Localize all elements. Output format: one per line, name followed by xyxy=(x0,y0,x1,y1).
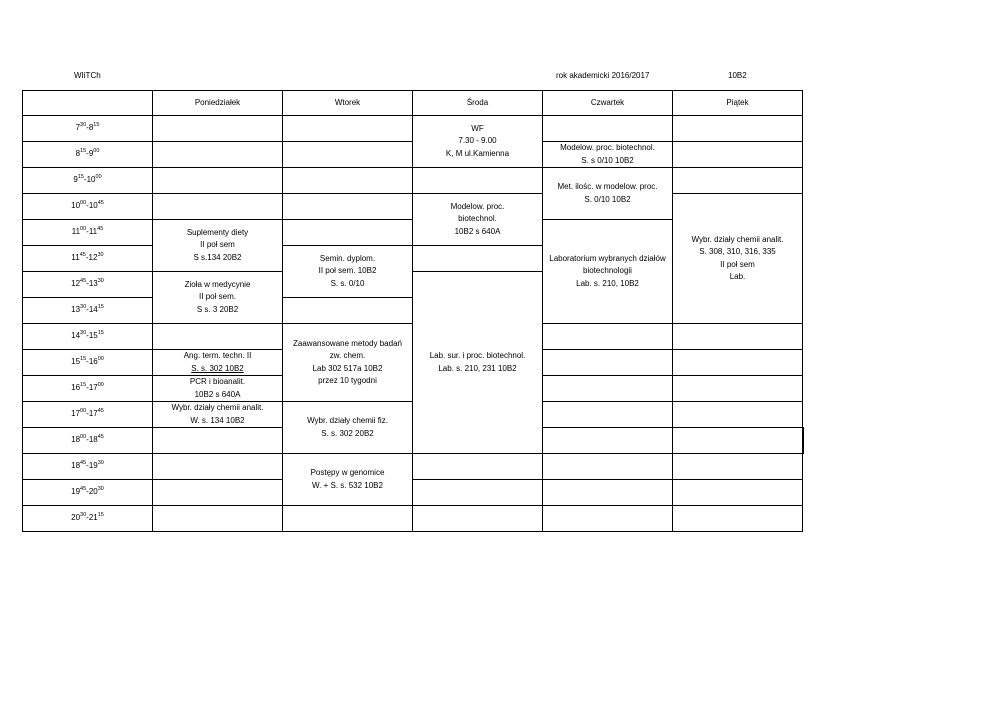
empty-cell xyxy=(673,324,803,350)
empty-cell xyxy=(153,142,283,168)
group-label: 10B2 xyxy=(728,71,747,80)
empty-cell xyxy=(153,194,283,220)
event-laboratorium: Laboratorium wybranych działów biotechnologii Lab. s. 210, 10B2 xyxy=(543,220,673,324)
time-slot: $17^{00}-17^{45}$ xyxy=(23,402,153,428)
empty-cell xyxy=(153,324,283,350)
timetable xyxy=(22,90,804,532)
event-suplementy: Suplementy diety II poł sem S s.134 20B2 xyxy=(153,220,283,272)
faculty-label: WIiTCh xyxy=(74,71,101,80)
time-slot: $16^{15}-17^{00}$ xyxy=(23,376,153,402)
empty-cell xyxy=(413,454,543,480)
empty-cell xyxy=(283,142,413,168)
corner-cell xyxy=(23,91,153,116)
empty-cell xyxy=(543,454,673,480)
empty-cell xyxy=(543,116,673,142)
empty-cell xyxy=(673,506,803,532)
time-slot: $18^{00}-18^{45}$ xyxy=(23,428,153,454)
empty-cell xyxy=(543,480,673,506)
event-wybr-fiz: Wybr. działy chemii fiz. S. s. 302 20B2 xyxy=(283,402,413,454)
empty-cell xyxy=(673,350,803,376)
event-lab-sur: Lab. sur. i proc. biotechnol. Lab. s. 210, 231 10B2 xyxy=(413,272,543,454)
empty-cell xyxy=(413,480,543,506)
empty-cell xyxy=(543,350,673,376)
event-wybr-analit-fri: Wybr. działy chemii analit. S. 308, 310, 316, 335 II poł sem Lab. xyxy=(673,194,803,324)
empty-cell xyxy=(543,324,673,350)
empty-cell xyxy=(153,480,283,506)
day-header-friday: Piątek xyxy=(673,91,803,116)
empty-cell xyxy=(283,220,413,246)
event-zaawansowane: Zaawansowane metody badań zw. chem. Lab 302 517a 10B2 przez 10 tygodni xyxy=(283,324,413,402)
event-wybr-analit-mon: Wybr. działy chemii analit. W. s. 134 10B2 xyxy=(153,402,283,428)
empty-cell xyxy=(543,428,673,454)
empty-cell xyxy=(673,376,803,402)
event-modelow-thu: Modelow. proc. biotechnol. S. s 0/10 10B2 xyxy=(543,142,673,168)
event-semin-dyplom: Semin. dyplom. II poł sem. 10B2 S. s. 0/10 xyxy=(283,246,413,298)
time-slot: $15^{15}-16^{00}$ xyxy=(23,350,153,376)
day-header-tuesday: Wtorek xyxy=(283,91,413,116)
empty-cell xyxy=(153,168,283,194)
academic-year-label: rok akademicki 2016/2017 xyxy=(556,71,650,80)
empty-cell xyxy=(413,246,543,272)
empty-cell xyxy=(543,402,673,428)
empty-cell xyxy=(673,402,803,428)
table-row xyxy=(23,480,804,506)
event-met-ilosc: Met. ilośc. w modelow. proc. S. 0/10 10B2 xyxy=(543,168,673,220)
empty-cell xyxy=(543,506,673,532)
time-slot: $20^{30}-21^{15}$ xyxy=(23,506,153,532)
time-slot: $8^{15}-9^{00}$ xyxy=(23,142,153,168)
event-pcr: PCR i bioanalit. 10B2 s 640A xyxy=(153,376,283,402)
event-ziola: Zioła w medycynie II poł sem. S s. 3 20B2 xyxy=(153,272,283,324)
time-slot: $12^{45}-13^{30}$ xyxy=(23,272,153,298)
time-slot: $11^{00}-11^{45}$ xyxy=(23,220,153,246)
time-slot: $19^{45}-20^{30}$ xyxy=(23,480,153,506)
empty-cell xyxy=(283,194,413,220)
empty-cell xyxy=(543,376,673,402)
time-slot: $9^{15}-10^{00}$ xyxy=(23,168,153,194)
empty-cell xyxy=(413,506,543,532)
day-header-thursday: Czwartek xyxy=(543,91,673,116)
empty-cell xyxy=(283,506,413,532)
empty-cell xyxy=(803,428,804,454)
event-postepy: Postępy w genomice W. + S. s. 532 10B2 xyxy=(283,454,413,506)
empty-cell xyxy=(153,428,283,454)
empty-cell xyxy=(673,116,803,142)
table-row xyxy=(23,506,804,532)
empty-cell xyxy=(673,168,803,194)
time-slot: $10^{00}-10^{45}$ xyxy=(23,194,153,220)
empty-cell xyxy=(413,168,543,194)
empty-cell xyxy=(153,506,283,532)
day-header-wednesday: Środa xyxy=(413,91,543,116)
table-row xyxy=(23,116,804,142)
day-header-monday: Poniedziałek xyxy=(153,91,283,116)
time-slot: $14^{30}-15^{15}$ xyxy=(23,324,153,350)
time-slot: $11^{45}-12^{30}$ xyxy=(23,246,153,272)
table-row xyxy=(23,454,804,480)
empty-cell xyxy=(283,168,413,194)
empty-cell xyxy=(673,428,803,454)
empty-cell xyxy=(153,454,283,480)
event-modelow-wed: Modelow. proc. biotechnol. 10B2 s 640A xyxy=(413,194,543,246)
day-header-row xyxy=(23,91,804,116)
empty-cell xyxy=(673,454,803,480)
table-row xyxy=(23,194,804,220)
time-slot: $18^{45}-19^{30}$ xyxy=(23,454,153,480)
time-slot: $7^{30}-8^{15}$ xyxy=(23,116,153,142)
table-row xyxy=(23,168,804,194)
empty-cell xyxy=(283,116,413,142)
event-ang-term: Ang. term. techn. II S. s. 302 10B2 xyxy=(153,350,283,376)
time-slot: $13^{30}-14^{15}$ xyxy=(23,298,153,324)
empty-cell xyxy=(673,142,803,168)
event-wf: WF 7.30 - 9.00 K, M ul.Kamienna xyxy=(413,116,543,168)
empty-cell xyxy=(283,298,413,324)
empty-cell xyxy=(153,116,283,142)
empty-cell xyxy=(673,480,803,506)
